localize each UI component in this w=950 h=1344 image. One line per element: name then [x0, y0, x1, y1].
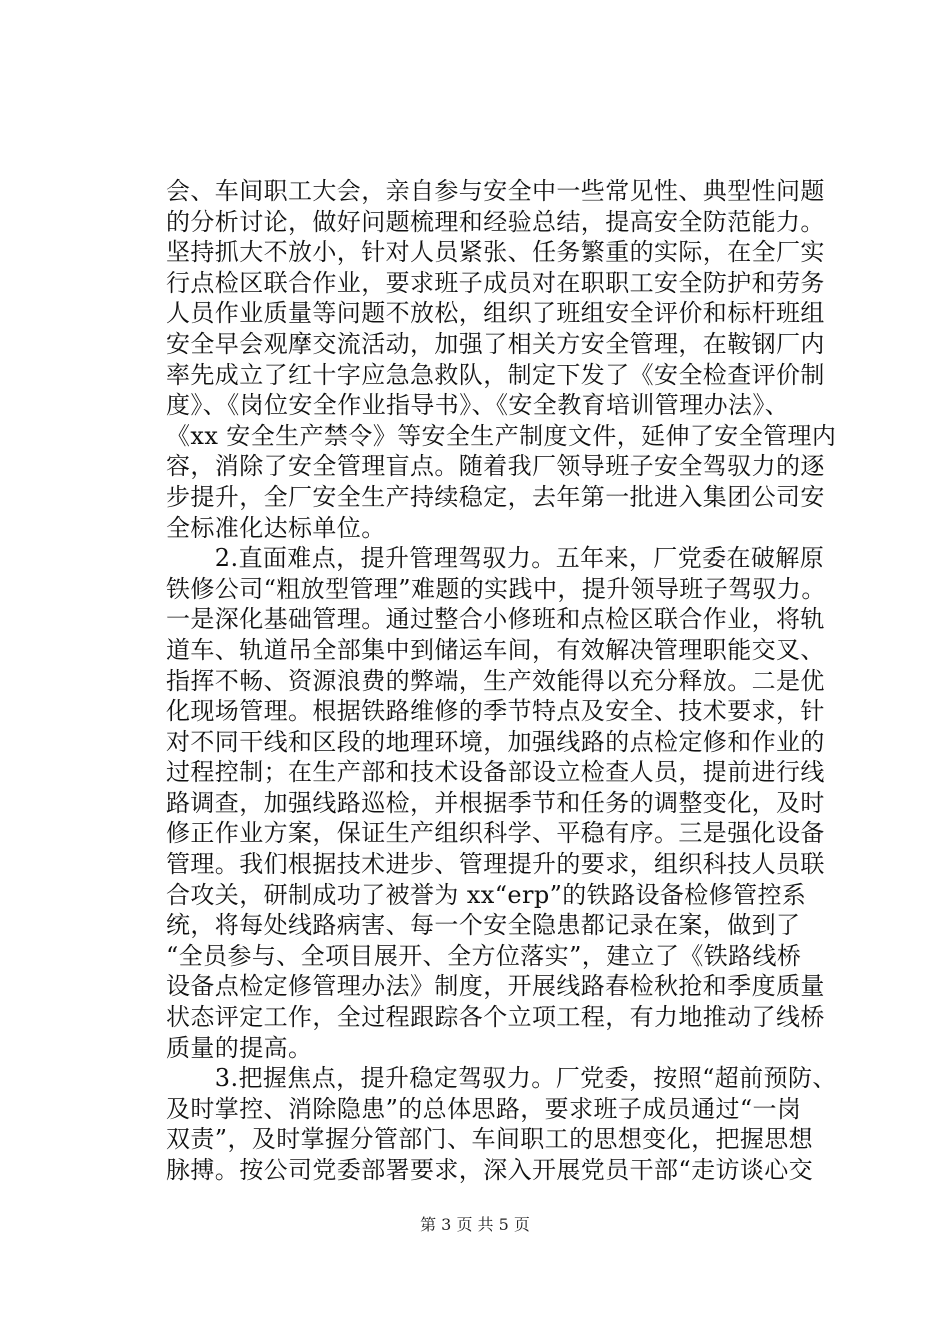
text-line: 安全早会观摩交流活动，加强了相关方安全管理，在鞍钢厂内: [166, 329, 825, 358]
text-line: 对不同干线和区段的地理环境，加强线路的点检定修和作业的: [166, 727, 825, 756]
text-line: 全标准化达标单位。: [166, 513, 386, 542]
text-line: 步提升，全厂安全生产持续稳定，去年第一批进入集团公司安: [166, 482, 825, 511]
text-line: 一是深化基础管理。通过整合小修班和点检区联合作业，将轨: [166, 605, 825, 634]
text-line: 2.直面难点，提升管理驾驭力。五年来，厂党委在破解原: [166, 544, 825, 573]
text-line: 修正作业方案，保证生产组织科学、平稳有序。三是强化设备: [166, 819, 825, 848]
text-line: 状态评定工作，全过程跟踪各个立项工程，有力地推动了线桥: [166, 1003, 825, 1032]
text-line: 行点检区联合作业，要求班子成员对在职职工安全防护和劳务: [166, 268, 825, 297]
text-line: 率先成立了红十字应急急救队，制定下发了《安全检查评价制: [166, 360, 825, 389]
text-line: 3.把握焦点，提升稳定驾驭力。厂党委，按照“超前预防、: [166, 1064, 837, 1093]
text-line: 过程控制；在生产部和技术设备部设立检查人员，提前进行线: [166, 758, 825, 787]
page-number-footer: 第 3 页 共 5 页: [420, 1215, 530, 1234]
text-line: 铁修公司“粗放型管理”难题的实践中，提升领导班子驾驭力。: [166, 574, 826, 603]
body-text: [166, 176, 837, 1186]
text-line: 指挥不畅、资源浪费的弊端，生产效能得以充分释放。二是优: [166, 666, 825, 695]
text-line: 《xx 安全生产禁令》等安全生产制度文件，延伸了安全管理内: [166, 421, 837, 450]
text-line: 度》、《岗位安全作业指导书》、《安全教育培训管理办法》、: [166, 391, 790, 420]
text-line: 统，将每处线路病害、每一个安全隐患都记录在案，做到了: [166, 911, 801, 940]
text-line: “全员参与、全项目展开、全方位落实”，建立了《铁路线桥: [166, 941, 802, 970]
text-line: 化现场管理。根据铁路维修的季节特点及安全、技术要求，针: [166, 697, 825, 726]
text-line: 道车、轨道吊全部集中到储运车间，有效解决管理职能交叉、: [166, 635, 825, 664]
text-line: 合攻关，研制成功了被誉为 xx“erp”的铁路设备检修管控系: [166, 880, 807, 909]
text-line: 双责”，及时掌握分管部门、车间职工的思想变化，把握思想: [166, 1125, 814, 1154]
text-line: 人员作业质量等问题不放松，组织了班组安全评价和标杆班组: [166, 299, 825, 328]
text-line: 质量的提高。: [166, 1033, 313, 1062]
text-line: 坚持抓大不放小，针对人员紧张、任务繁重的实际，在全厂实: [166, 238, 825, 267]
text-line: 的分析讨论，做好问题梳理和经验总结，提高安全防范能力。: [166, 207, 825, 236]
text-line: 容，消除了安全管理盲点。随着我厂领导班子安全驾驭力的逐: [166, 452, 825, 481]
text-line: 脉搏。按公司党委部署要求，深入开展党员干部“走访谈心交: [166, 1156, 814, 1184]
text-line: 及时掌控、消除隐患”的总体思路，要求班子成员通过“一岗: [166, 1094, 802, 1123]
text-line: 设备点检定修管理办法》制度，开展线路春检秋抢和季度质量: [166, 972, 825, 1001]
text-line: 会、车间职工大会，亲自参与安全中一些常见性、典型性问题: [166, 177, 825, 205]
text-line: 路调查，加强线路巡检，并根据季节和任务的调整变化，及时: [166, 788, 825, 817]
text-line: 管理。我们根据技术进步、管理提升的要求，组织科技人员联: [166, 850, 825, 879]
